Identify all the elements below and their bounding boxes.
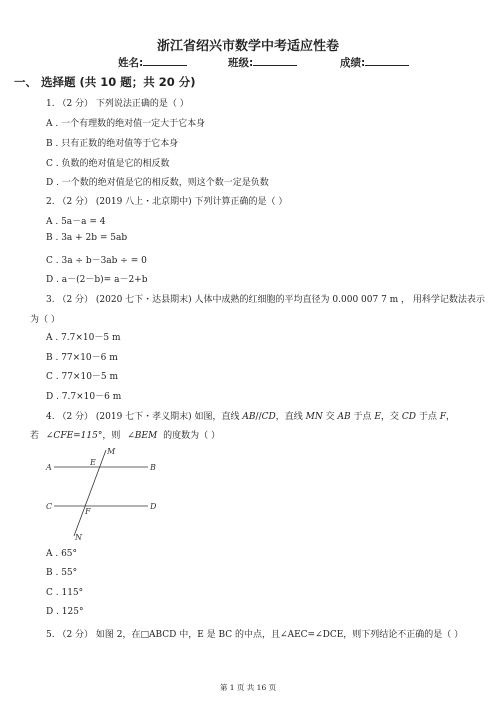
question-2-stem: 2. （2 分） (2019 八上・北京期中) 下列计算正确的是（ ） bbox=[46, 197, 288, 207]
page-title: 浙江省绍兴市数学中考适应性卷 bbox=[156, 39, 339, 54]
q3-option-d: D . 7.7×10－6 m bbox=[46, 392, 122, 402]
q2-option-d: D . a－(2－b)= a－2+b bbox=[46, 275, 148, 285]
q4-stem-part: ，交 bbox=[380, 412, 399, 422]
q1-option-a: A . 一个有理数的绝对值一定大于它本身 bbox=[46, 119, 206, 129]
label-b: B bbox=[150, 463, 156, 472]
question-4-stem-cont bbox=[30, 428, 220, 441]
q4-point-e: E bbox=[374, 412, 381, 422]
q3-option-c: C . 77×10－5 m bbox=[46, 372, 119, 382]
question-5-stem: 5. （2 分） 如图 2，在□ABCD 中，E 是 BC 的中点，且∠AEC=∠DCE，则下列结论不正确的是（ ） bbox=[46, 630, 464, 640]
q2-option-b: B . 3a + 2b = 5ab bbox=[46, 233, 128, 243]
q4-segment-ab: AB bbox=[242, 412, 256, 422]
label-n: N bbox=[75, 533, 82, 540]
q4-figure bbox=[44, 444, 164, 540]
name-field bbox=[118, 55, 187, 70]
q4-stem-part: 于点 bbox=[353, 412, 372, 422]
q1-option-b: B . 只有正数的绝对值等于它本身 bbox=[46, 139, 179, 149]
label-f: F bbox=[85, 507, 91, 516]
class-label: 班级: bbox=[228, 57, 254, 69]
q4-angle-bem: ∠BEM bbox=[127, 431, 158, 441]
q4-segment-mn: MN bbox=[305, 412, 323, 422]
score-blank bbox=[365, 55, 409, 66]
q4-stem-part: 于点 bbox=[418, 412, 437, 422]
question-3-stem-cont: 为（ ） bbox=[30, 315, 60, 325]
q2-option-a: A . 5a－a = 4 bbox=[46, 217, 106, 227]
label-c: C bbox=[46, 502, 53, 511]
class-field bbox=[228, 55, 297, 70]
q4-stem-part: 交 bbox=[325, 412, 335, 422]
question-1-stem: 1. （2 分） 下列说法正确的是（ ） bbox=[46, 99, 189, 109]
q3-option-b: B . 77×10－6 m bbox=[46, 353, 118, 363]
q4-point-f: F bbox=[439, 412, 446, 422]
name-blank bbox=[143, 55, 187, 66]
q4-parallel-sign: // bbox=[255, 412, 262, 422]
q4-cont-part: 的度数为（ ） bbox=[163, 431, 220, 441]
q4-stem-part: ，直线 bbox=[275, 412, 303, 422]
label-m: M bbox=[107, 447, 116, 456]
label-a: A bbox=[46, 463, 52, 472]
question-3-stem: 3. （2 分） (2020 七下・达县期末) 人体中成熟的红细胞的平均直径为 0.000 007 7 m ， 用科学记数法表示 bbox=[46, 295, 485, 305]
class-blank bbox=[253, 55, 297, 66]
name-label: 姓名: bbox=[118, 57, 144, 69]
label-e: E bbox=[90, 458, 96, 467]
page-footer: 第 1 页 共 16 页 bbox=[219, 683, 277, 692]
q1-option-c: C . 负数的绝对值是它的相反数 bbox=[46, 159, 170, 169]
q1-option-d: D . 一个数的绝对值是它的相反数，则这个数一定是负数 bbox=[46, 178, 269, 188]
q3-option-a: A . 7.7×10－5 m bbox=[46, 333, 121, 343]
q4-option-c: C . 115° bbox=[46, 588, 84, 598]
q4-segment-ab: AB bbox=[337, 412, 351, 422]
q4-option-d: D . 125° bbox=[46, 607, 84, 617]
q4-cont-part: ，则 bbox=[102, 431, 121, 441]
q4-angle-cfe: ∠CFE=115° bbox=[45, 431, 103, 441]
q4-option-a: A . 65° bbox=[46, 549, 78, 559]
q4-cont-part: 若 bbox=[30, 431, 40, 441]
label-d: D bbox=[150, 502, 157, 511]
section-title: 一、 选择题 (共 10 题；共 20 分) bbox=[14, 75, 196, 89]
q4-stem-part: 4. （2 分） (2019 七下・孝义期末) 如图，直线 bbox=[46, 412, 240, 422]
score-label: 成绩: bbox=[340, 57, 366, 69]
score-field bbox=[340, 55, 409, 70]
q4-option-b: B . 55° bbox=[46, 568, 78, 578]
q4-stem-part: ， bbox=[445, 412, 455, 422]
q4-segment-cd: CD bbox=[401, 412, 416, 422]
question-4-stem bbox=[46, 409, 455, 422]
q4-segment-cd: CD bbox=[261, 412, 276, 422]
q2-option-c: C . 3a ÷ b－3ab ÷ = 0 bbox=[46, 256, 147, 266]
